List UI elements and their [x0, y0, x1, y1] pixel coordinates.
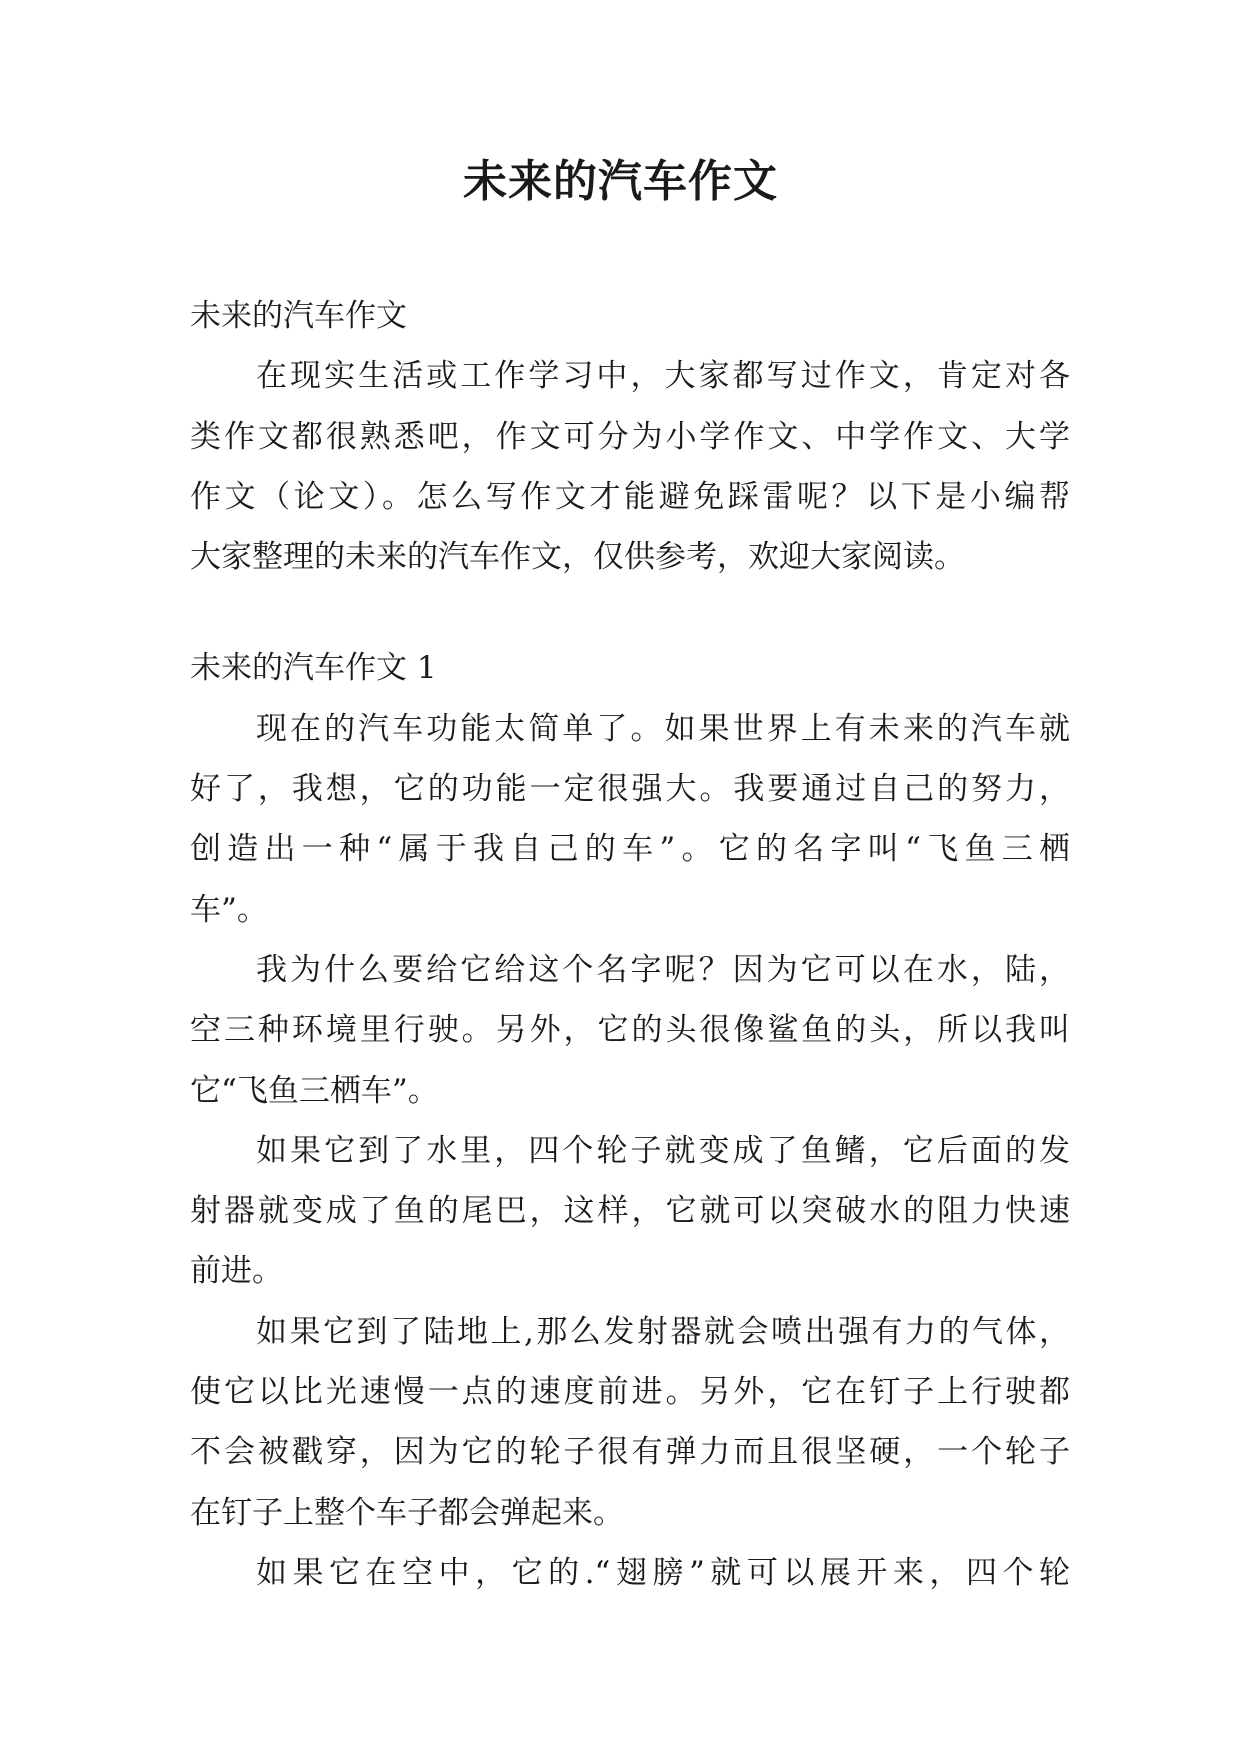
text-line: 不会被戳穿，因为它的轮子很有弹力而且很坚硬，一个轮子 — [190, 1434, 1070, 1471]
text-line: 如果它在空中，它的.“翅膀”就可以展开来，四个轮 — [256, 1554, 1070, 1591]
text-line: 如果它到了陆地上,那么发射器就会喷出强有力的气体， — [256, 1313, 1070, 1350]
text-line: 在现实生活或工作学习中，大家都写过作文，肯定对各 — [256, 358, 1070, 395]
text-line: 使它以比光速慢一点的速度前进。另外，它在钉子上行驶都 — [190, 1374, 1070, 1411]
text-line: 前进。 — [190, 1253, 283, 1290]
text-line: 我为什么要给它给这个名字呢？因为它可以在水，陆， — [256, 951, 1070, 988]
text-line: 空三种环境里行驶。另外，它的头很像鲨鱼的头，所以我叫 — [190, 1012, 1070, 1049]
text-line: 作文（论文）。怎么写作文才能避免踩雷呢？以下是小编帮 — [190, 478, 1070, 515]
text-line: 如果它到了水里，四个轮子就变成了鱼鳍，它后面的发 — [256, 1132, 1070, 1169]
document-title: 未来的汽车作文 — [463, 156, 778, 207]
text-line: 创造出一种“属于我自己的车”。它的名字叫“飞鱼三栖 — [190, 831, 1070, 868]
text-line: 在钉子上整个车子都会弹起来。 — [190, 1494, 624, 1531]
document-body — [190, 286, 1070, 1603]
text-line: 车”。 — [190, 891, 268, 928]
section-heading: 未来的汽车作文 — [190, 298, 407, 334]
text-line: 现在的汽车功能太简单了。如果世界上有未来的汽车就 — [256, 710, 1070, 747]
text-line: 好了，我想，它的功能一定很强大。我要通过自己的努力， — [190, 771, 1070, 808]
text-line: 大家整理的未来的汽车作文，仅供参考，欢迎大家阅读。 — [190, 539, 965, 576]
paragraph-gap — [190, 587, 1070, 638]
text-line: 它“飞鱼三栖车”。 — [190, 1072, 439, 1109]
section-heading: 未来的汽车作文 1 — [190, 650, 437, 687]
text-line: 射器就变成了鱼的尾巴，这样，它就可以突破水的阻力快速 — [190, 1193, 1070, 1230]
text-line: 类作文都很熟悉吧，作文可分为小学作文、中学作文、大学 — [190, 418, 1070, 455]
